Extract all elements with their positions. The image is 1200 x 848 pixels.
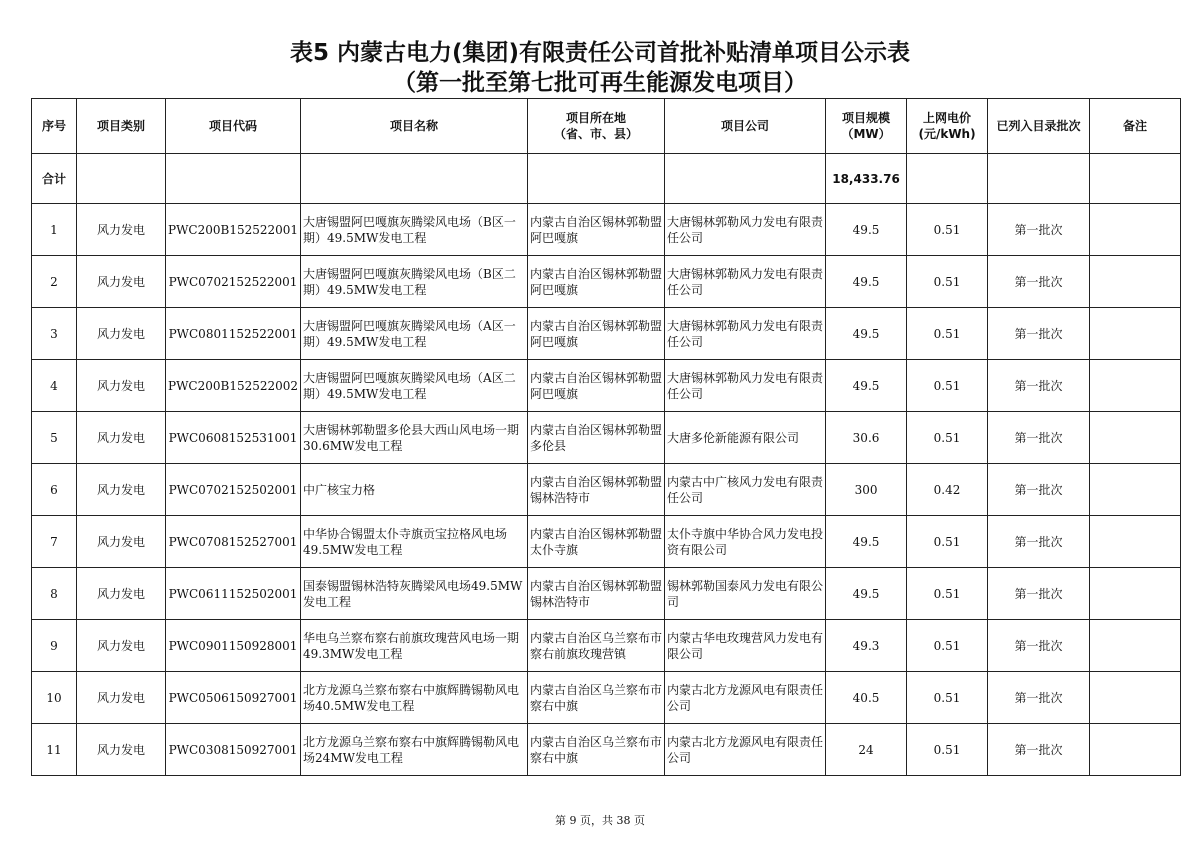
cell-remark — [1090, 672, 1181, 724]
header-location-line2: （省、市、县） — [554, 127, 639, 141]
cell-category: 风力发电 — [77, 308, 166, 360]
cell-seq: 4 — [32, 360, 77, 412]
cell-name: 大唐锡盟阿巴嘎旗灰腾梁风电场（B区二期）49.5MW发电工程 — [301, 256, 528, 308]
table-row — [32, 412, 1181, 464]
cell-location: 内蒙古自治区乌兰察布市察右中旗 — [528, 672, 665, 724]
cell-remark — [1090, 568, 1181, 620]
cell-batch: 第一批次 — [988, 516, 1090, 568]
total-row — [32, 154, 1181, 204]
table-row — [32, 464, 1181, 516]
cell-scale: 49.5 — [826, 516, 907, 568]
cell-scale: 49.5 — [826, 568, 907, 620]
cell-price: 0.51 — [907, 568, 988, 620]
cell-name: 大唐锡盟阿巴嘎旗灰腾梁风电场（A区二期）49.5MW发电工程 — [301, 360, 528, 412]
cell-batch: 第一批次 — [988, 360, 1090, 412]
cell-location: 内蒙古自治区锡林郭勒盟阿巴嘎旗 — [528, 308, 665, 360]
header-scale-line2: （MW） — [841, 127, 891, 141]
cell-batch: 第一批次 — [988, 464, 1090, 516]
cell-batch: 第一批次 — [988, 204, 1090, 256]
cell-price: 0.51 — [907, 724, 988, 776]
cell-category: 风力发电 — [77, 724, 166, 776]
cell-company: 大唐锡林郭勒风力发电有限责任公司 — [665, 204, 826, 256]
cell-batch: 第一批次 — [988, 568, 1090, 620]
cell-category: 风力发电 — [77, 620, 166, 672]
cell-company: 大唐多伦新能源有限公司 — [665, 412, 826, 464]
table-row — [32, 516, 1181, 568]
header-company: 项目公司 — [665, 99, 826, 154]
cell-company: 内蒙古北方龙源风电有限责任公司 — [665, 672, 826, 724]
cell-seq: 7 — [32, 516, 77, 568]
cell-name: 大唐锡盟阿巴嘎旗灰腾梁风电场（A区一期）49.5MW发电工程 — [301, 308, 528, 360]
header-seq: 序号 — [32, 99, 77, 154]
total-empty-cell — [77, 154, 166, 204]
cell-seq: 8 — [32, 568, 77, 620]
cell-category: 风力发电 — [77, 568, 166, 620]
cell-scale: 49.5 — [826, 360, 907, 412]
document-title: 表5 内蒙古电力(集团)有限责任公司首批补贴清单项目公示表 — [289, 40, 911, 66]
cell-code: PWC0506150927001 — [166, 672, 301, 724]
table-row — [32, 672, 1181, 724]
cell-location: 内蒙古自治区锡林郭勒盟锡林浩特市 — [528, 464, 665, 516]
total-label: 合计 — [32, 154, 77, 204]
cell-remark — [1090, 516, 1181, 568]
total-empty-cell — [907, 154, 988, 204]
cell-category: 风力发电 — [77, 516, 166, 568]
cell-seq: 3 — [32, 308, 77, 360]
cell-scale: 49.5 — [826, 256, 907, 308]
header-remark: 备注 — [1090, 99, 1181, 154]
document-subtitle: （第一批至第七批可再生能源发电项目） — [393, 70, 807, 96]
cell-location: 内蒙古自治区乌兰察布市察右前旗玫瑰营镇 — [528, 620, 665, 672]
cell-seq: 5 — [32, 412, 77, 464]
cell-location: 内蒙古自治区锡林郭勒盟阿巴嘎旗 — [528, 256, 665, 308]
cell-remark — [1090, 256, 1181, 308]
total-scale: 18,433.76 — [826, 154, 907, 204]
cell-seq: 9 — [32, 620, 77, 672]
cell-category: 风力发电 — [77, 204, 166, 256]
total-empty-cell — [1090, 154, 1181, 204]
cell-batch: 第一批次 — [988, 308, 1090, 360]
cell-seq: 10 — [32, 672, 77, 724]
cell-code: PWC200B152522002 — [166, 360, 301, 412]
cell-company: 大唐锡林郭勒风力发电有限责任公司 — [665, 360, 826, 412]
cell-price: 0.51 — [907, 256, 988, 308]
cell-scale: 49.5 — [826, 308, 907, 360]
table-row — [32, 360, 1181, 412]
cell-scale: 49.5 — [826, 204, 907, 256]
cell-location: 内蒙古自治区锡林郭勒盟太仆寺旗 — [528, 516, 665, 568]
cell-scale: 49.3 — [826, 620, 907, 672]
cell-category: 风力发电 — [77, 360, 166, 412]
cell-price: 0.51 — [907, 360, 988, 412]
cell-company: 内蒙古华电玫瑰营风力发电有限公司 — [665, 620, 826, 672]
cell-name: 北方龙源乌兰察布察右中旗辉腾锡勒风电场40.5MW发电工程 — [301, 672, 528, 724]
cell-price: 0.51 — [907, 308, 988, 360]
cell-remark — [1090, 308, 1181, 360]
header-batch: 已列入目录批次 — [988, 99, 1090, 154]
cell-company: 锡林郭勒国泰风力发电有限公司 — [665, 568, 826, 620]
cell-price: 0.51 — [907, 672, 988, 724]
header-price — [907, 99, 988, 154]
cell-batch: 第一批次 — [988, 256, 1090, 308]
cell-name: 国泰锡盟锡林浩特灰腾梁风电场49.5MW发电工程 — [301, 568, 528, 620]
cell-location: 内蒙古自治区锡林郭勒盟阿巴嘎旗 — [528, 360, 665, 412]
cell-seq: 2 — [32, 256, 77, 308]
cell-price: 0.51 — [907, 204, 988, 256]
header-price-line2: (元/kWh) — [918, 127, 976, 141]
header-scale — [826, 99, 907, 154]
cell-company: 内蒙古中广核风力发电有限责任公司 — [665, 464, 826, 516]
table-row — [32, 308, 1181, 360]
cell-price: 0.51 — [907, 412, 988, 464]
header-scale-line1: 项目规模 — [842, 111, 891, 125]
cell-seq: 6 — [32, 464, 77, 516]
cell-category: 风力发电 — [77, 672, 166, 724]
cell-code: PWC0801152522001 — [166, 308, 301, 360]
cell-remark — [1090, 360, 1181, 412]
cell-remark — [1090, 412, 1181, 464]
table-row — [32, 724, 1181, 776]
cell-location: 内蒙古自治区乌兰察布市察右中旗 — [528, 724, 665, 776]
cell-name: 中华协合锡盟太仆寺旗贡宝拉格风电场49.5MW发电工程 — [301, 516, 528, 568]
cell-name: 大唐锡林郭勒盟多伦县大西山风电场一期30.6MW发电工程 — [301, 412, 528, 464]
table-row — [32, 568, 1181, 620]
cell-code: PWC0702152502001 — [166, 464, 301, 516]
cell-company: 大唐锡林郭勒风力发电有限责任公司 — [665, 308, 826, 360]
cell-name: 华电乌兰察布察右前旗玫瑰营风电场一期49.3MW发电工程 — [301, 620, 528, 672]
header-location — [528, 99, 665, 154]
cell-scale: 300 — [826, 464, 907, 516]
cell-remark — [1090, 724, 1181, 776]
cell-scale: 40.5 — [826, 672, 907, 724]
cell-remark — [1090, 620, 1181, 672]
total-empty-cell — [528, 154, 665, 204]
cell-code: PWC0702152522001 — [166, 256, 301, 308]
project-table — [31, 98, 1181, 776]
cell-code: PWC200B152522001 — [166, 204, 301, 256]
cell-code: PWC0608152531001 — [166, 412, 301, 464]
cell-scale: 30.6 — [826, 412, 907, 464]
cell-price: 0.51 — [907, 516, 988, 568]
cell-location: 内蒙古自治区锡林郭勒盟锡林浩特市 — [528, 568, 665, 620]
total-empty-cell — [166, 154, 301, 204]
header-location-line1: 项目所在地 — [566, 111, 627, 125]
table-row — [32, 204, 1181, 256]
cell-seq: 11 — [32, 724, 77, 776]
total-empty-cell — [988, 154, 1090, 204]
cell-location: 内蒙古自治区锡林郭勒盟多伦县 — [528, 412, 665, 464]
table-header-row — [32, 99, 1181, 154]
cell-code: PWC0901150928001 — [166, 620, 301, 672]
header-code: 项目代码 — [166, 99, 301, 154]
cell-seq: 1 — [32, 204, 77, 256]
cell-price: 0.51 — [907, 620, 988, 672]
table-row — [32, 256, 1181, 308]
total-empty-cell — [301, 154, 528, 204]
cell-batch: 第一批次 — [988, 412, 1090, 464]
cell-batch: 第一批次 — [988, 620, 1090, 672]
cell-price: 0.42 — [907, 464, 988, 516]
cell-category: 风力发电 — [77, 256, 166, 308]
header-category: 项目类别 — [77, 99, 166, 154]
cell-remark — [1090, 204, 1181, 256]
cell-category: 风力发电 — [77, 412, 166, 464]
cell-name: 中广核宝力格 — [301, 464, 528, 516]
cell-remark — [1090, 464, 1181, 516]
cell-company: 大唐锡林郭勒风力发电有限责任公司 — [665, 256, 826, 308]
cell-code: PWC0308150927001 — [166, 724, 301, 776]
total-empty-cell — [665, 154, 826, 204]
header-price-line1: 上网电价 — [923, 111, 972, 125]
table-row — [32, 620, 1181, 672]
cell-name: 北方龙源乌兰察布察右中旗辉腾锡勒风电场24MW发电工程 — [301, 724, 528, 776]
cell-category: 风力发电 — [77, 464, 166, 516]
header-name: 项目名称 — [301, 99, 528, 154]
cell-code: PWC0708152527001 — [166, 516, 301, 568]
cell-name: 大唐锡盟阿巴嘎旗灰腾梁风电场（B区一期）49.5MW发电工程 — [301, 204, 528, 256]
cell-batch: 第一批次 — [988, 724, 1090, 776]
cell-location: 内蒙古自治区锡林郭勒盟阿巴嘎旗 — [528, 204, 665, 256]
cell-scale: 24 — [826, 724, 907, 776]
cell-code: PWC0611152502001 — [166, 568, 301, 620]
cell-batch: 第一批次 — [988, 672, 1090, 724]
page-footer: 第 9 页，共 38 页 — [555, 814, 645, 827]
cell-company: 内蒙古北方龙源风电有限责任公司 — [665, 724, 826, 776]
cell-company: 太仆寺旗中华协合风力发电投资有限公司 — [665, 516, 826, 568]
